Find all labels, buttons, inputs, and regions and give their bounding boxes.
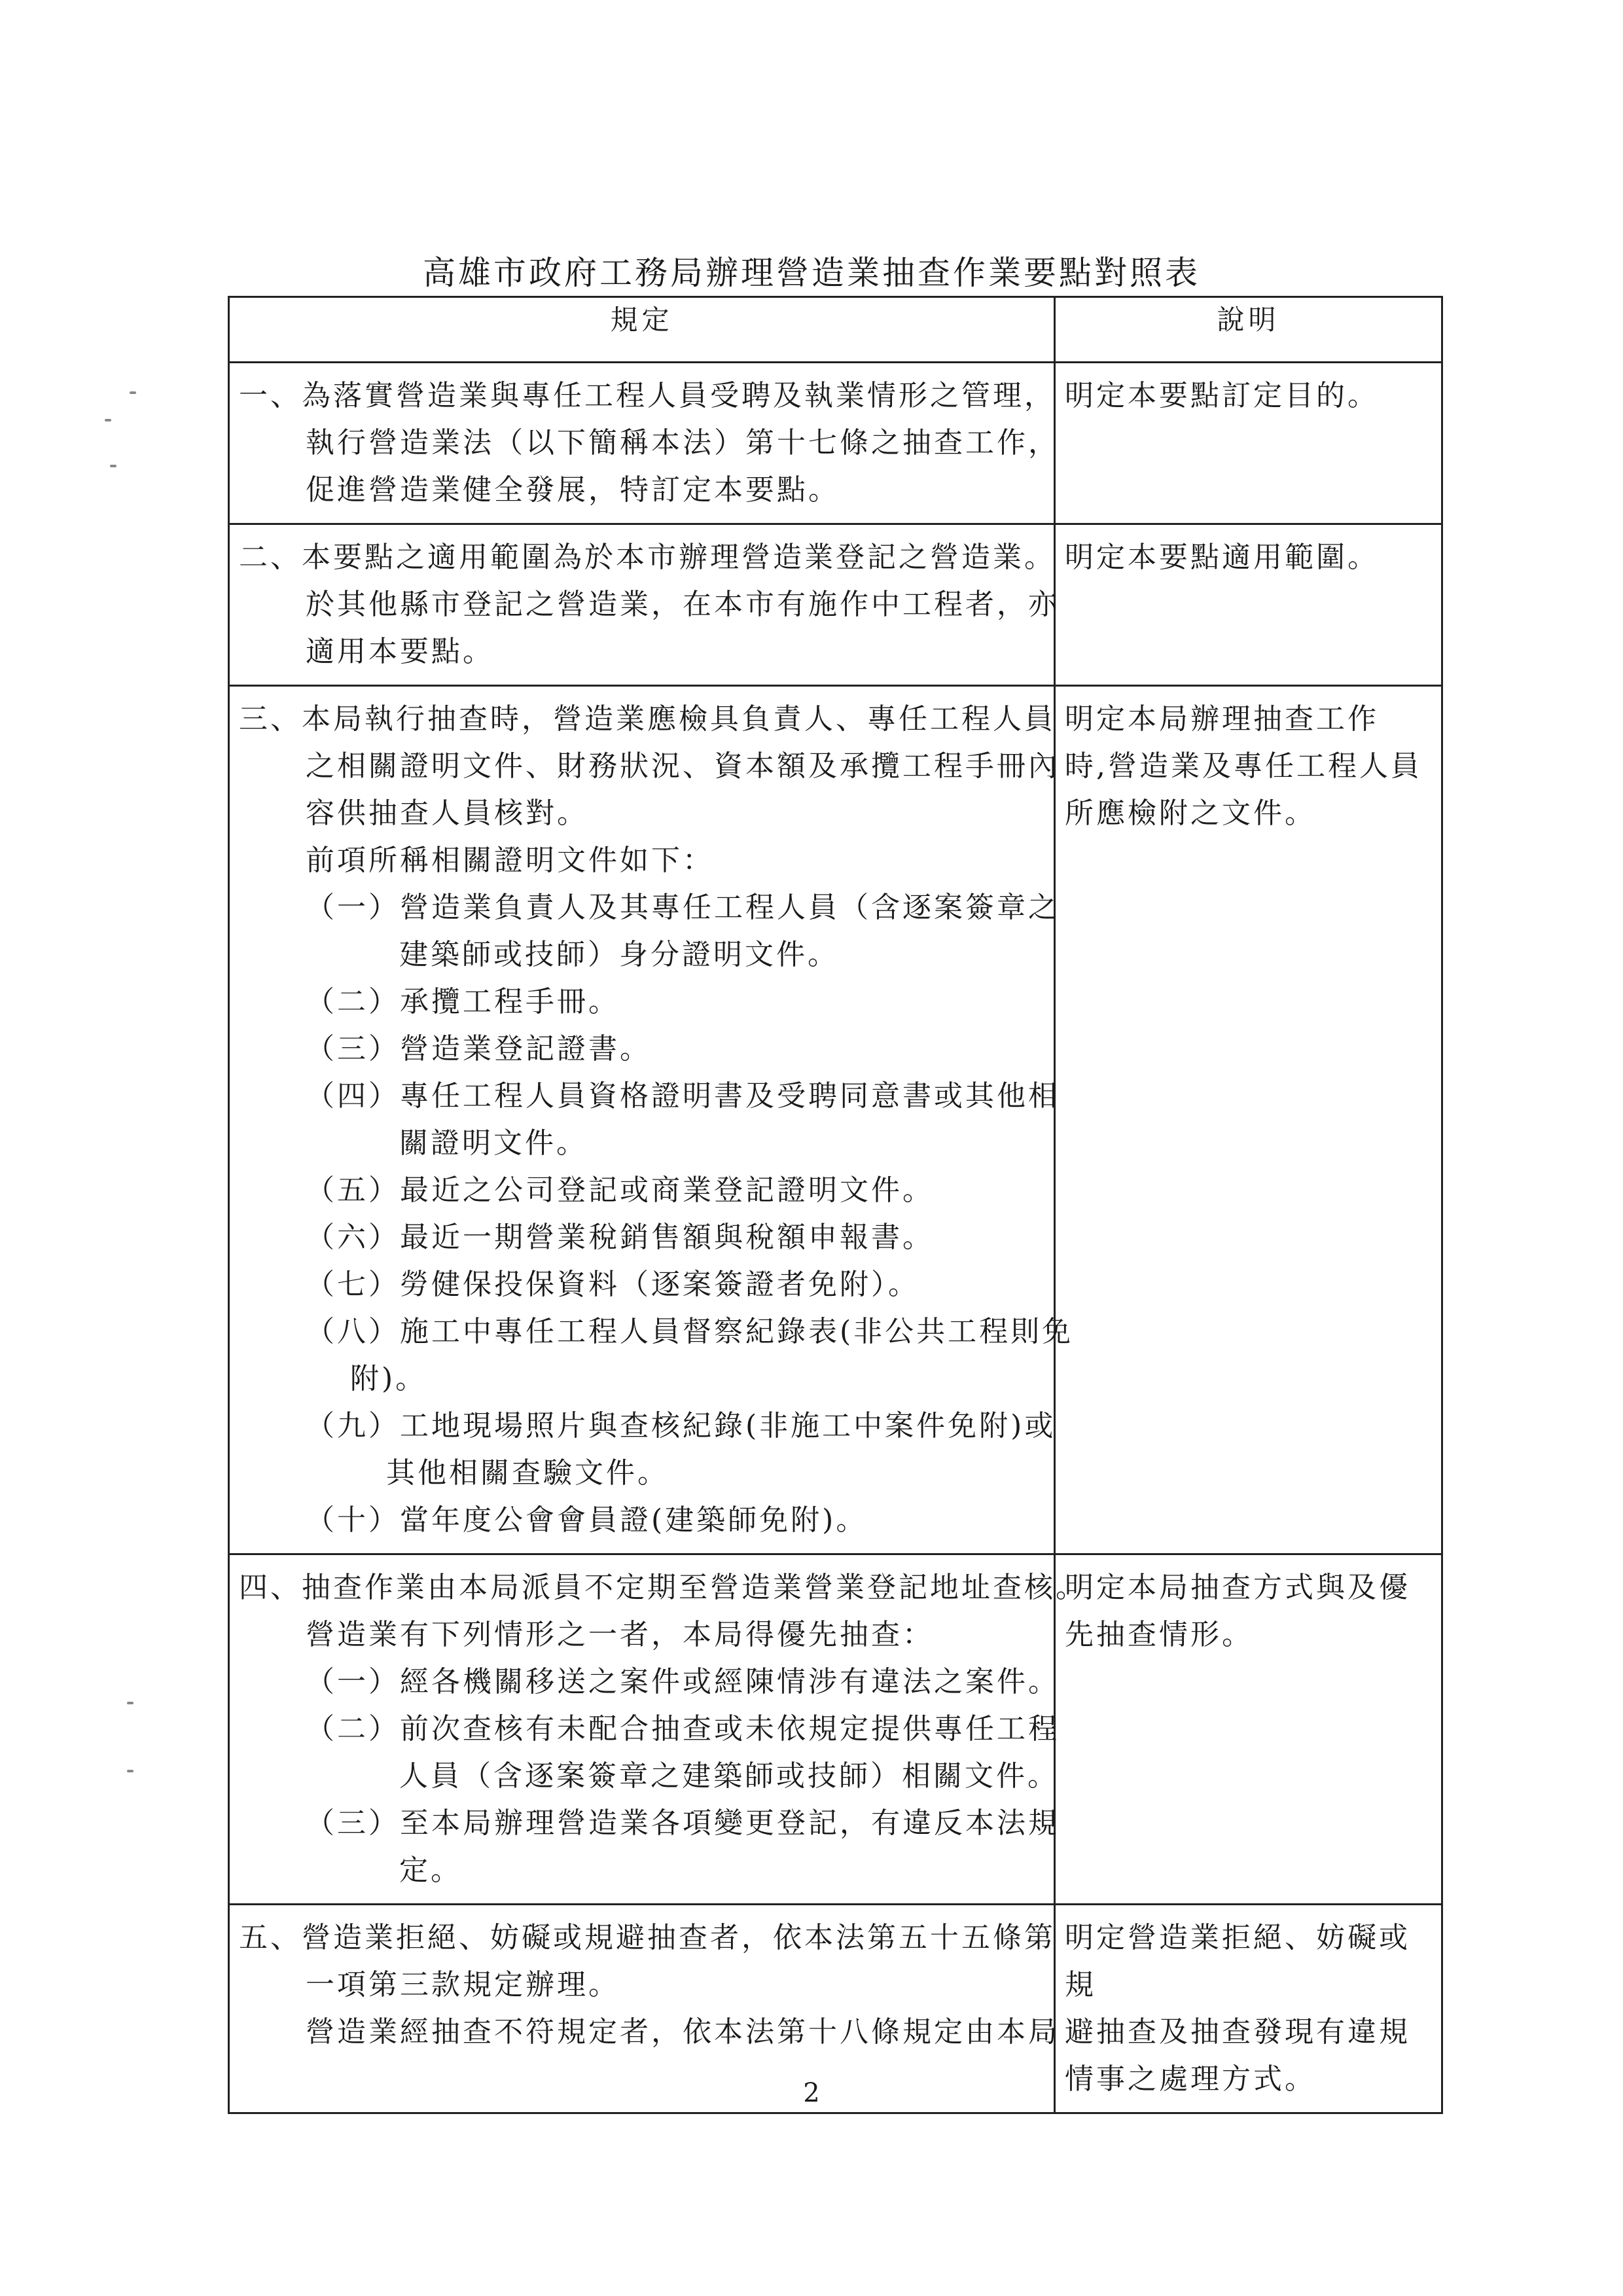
comparison-table bbox=[228, 296, 1443, 2114]
rule-line: （一）營造業負責人及其專任工程人員（含逐案簽章之 bbox=[306, 891, 1060, 924]
rule-line: （一）經各機關移送之案件或經陳情涉有違法之案件。 bbox=[306, 1665, 1060, 1698]
rule-line: 前項所稱相關證明文件如下： bbox=[306, 844, 714, 877]
rule-line: 促進營造業健全發展，特訂定本要點。 bbox=[306, 473, 840, 507]
note-line: 明定營造業拒絕、妨礙或規 bbox=[1065, 1921, 1410, 2001]
note-cell bbox=[1055, 363, 1442, 524]
rule-line: 關證明文件。 bbox=[399, 1126, 588, 1160]
rule-line: 人員（含逐案簽章之建築師或技師）相關文件。 bbox=[399, 1759, 1059, 1793]
note-line: 所應檢附之文件。 bbox=[1065, 797, 1316, 830]
rule-line: （八）施工中專任工程人員督察紀錄表(非公共工程則免 bbox=[306, 1315, 1074, 1348]
rule-line: 一項第三款規定辦理。 bbox=[306, 1968, 620, 2001]
note-line: 先抽查情形。 bbox=[1065, 1618, 1253, 1651]
note-line: 明定本局辦理抽查工作 bbox=[1065, 702, 1379, 736]
rule-line: （四）專任工程人員資格證明書及受聘同意書或其他相 bbox=[306, 1079, 1060, 1113]
rule-line: 營造業有下列情形之一者，本局得優先抽查： bbox=[306, 1618, 934, 1651]
note-line: 時,營造業及專任工程人員 bbox=[1065, 749, 1422, 783]
rule-line: 容供抽查人員核對。 bbox=[306, 797, 588, 830]
note-line: 明定本局抽查方式與及優 bbox=[1065, 1571, 1410, 1604]
rule-line: 一、為落實營造業與專任工程人員受聘及執業情形之管理， bbox=[239, 379, 1056, 412]
rule-line: 定。 bbox=[399, 1854, 462, 1887]
scan-speck bbox=[105, 419, 111, 422]
rule-cell bbox=[229, 363, 1060, 524]
note-line: 避抽查及抽查發現有違規 bbox=[1065, 2015, 1410, 2049]
header-rule: 規定 bbox=[229, 297, 1055, 363]
rule-line: 五、營造業拒絕、妨礙或規避抽查者，依本法第五十五條第 bbox=[239, 1921, 1056, 1954]
rule-line: 二、本要點之適用範圍為於本市辦理營造業登記之營造業。 bbox=[239, 541, 1056, 574]
rule-line: （五）最近之公司登記或商業登記證明文件。 bbox=[306, 1174, 934, 1207]
rule-line: 於其他縣市登記之營造業，在本市有施作中工程者，亦 bbox=[306, 588, 1060, 621]
rule-line: 建築師或技師）身分證明文件。 bbox=[399, 938, 839, 971]
table-row bbox=[229, 686, 1442, 1554]
rule-line: （六）最近一期營業稅銷售額與稅額申報書。 bbox=[306, 1221, 934, 1254]
note-cell bbox=[1055, 1554, 1442, 1905]
rule-line: 適用本要點。 bbox=[306, 635, 494, 668]
note-line: 明定本要點訂定目的。 bbox=[1065, 379, 1379, 412]
table-row bbox=[229, 363, 1442, 524]
rule-line: 營造業經抽查不符規定者，依本法第十八條規定由本局 bbox=[306, 2015, 1060, 2049]
rule-line: （二）承攬工程手冊。 bbox=[306, 985, 620, 1018]
rule-cell bbox=[229, 1554, 1087, 1905]
table-row bbox=[229, 1554, 1442, 1905]
note-cell bbox=[1055, 524, 1442, 686]
rule-line: 三、本局執行抽查時，營造業應檢具負責人、專任工程人員 bbox=[239, 702, 1056, 736]
scan-speck bbox=[110, 465, 116, 467]
page-number: 2 bbox=[803, 2078, 820, 2108]
rule-line: 之相關證明文件、財務狀況、資本額及承攬工程手冊內 bbox=[306, 749, 1060, 783]
rule-line: 其他相關查驗文件。 bbox=[386, 1456, 669, 1490]
rule-line: （二）前次查核有未配合抽查或未依規定提供專任工程 bbox=[306, 1712, 1060, 1746]
rule-line: 四、抽查作業由本局派員不定期至營造業營業登記地址查核。 bbox=[239, 1571, 1087, 1604]
rule-line: 附)。 bbox=[350, 1362, 427, 1395]
note-line: 明定本要點適用範圍。 bbox=[1065, 541, 1379, 574]
scan-speck bbox=[127, 1702, 134, 1704]
scan-speck bbox=[130, 391, 136, 394]
rule-cell bbox=[229, 686, 1074, 1554]
rule-line: （十）當年度公會會員證(建築師免附)。 bbox=[306, 1503, 868, 1537]
note-cell bbox=[1055, 686, 1442, 1554]
page-title: 高雄市政府工務局辦理營造業抽查作業要點對照表 bbox=[423, 254, 1200, 292]
scan-speck bbox=[127, 1770, 134, 1772]
rule-line: （九）工地現場照片與查核紀錄(非施工中案件免附)或 bbox=[306, 1409, 1056, 1443]
header-note: 說明 bbox=[1055, 297, 1442, 363]
table-header-row bbox=[229, 297, 1442, 363]
rule-cell bbox=[229, 524, 1060, 686]
rule-line: （七）勞健保投保資料（逐案簽證者免附）。 bbox=[306, 1268, 919, 1301]
rule-line: 執行營造業法（以下簡稱本法）第十七條之抽查工作， bbox=[306, 426, 1060, 459]
table-row bbox=[229, 524, 1442, 686]
rule-line: （三）營造業登記證書。 bbox=[306, 1032, 651, 1066]
rule-line: （三）至本局辦理營造業各項變更登記，有違反本法規 bbox=[306, 1806, 1060, 1840]
note-line: 情事之處理方式。 bbox=[1065, 2062, 1316, 2096]
